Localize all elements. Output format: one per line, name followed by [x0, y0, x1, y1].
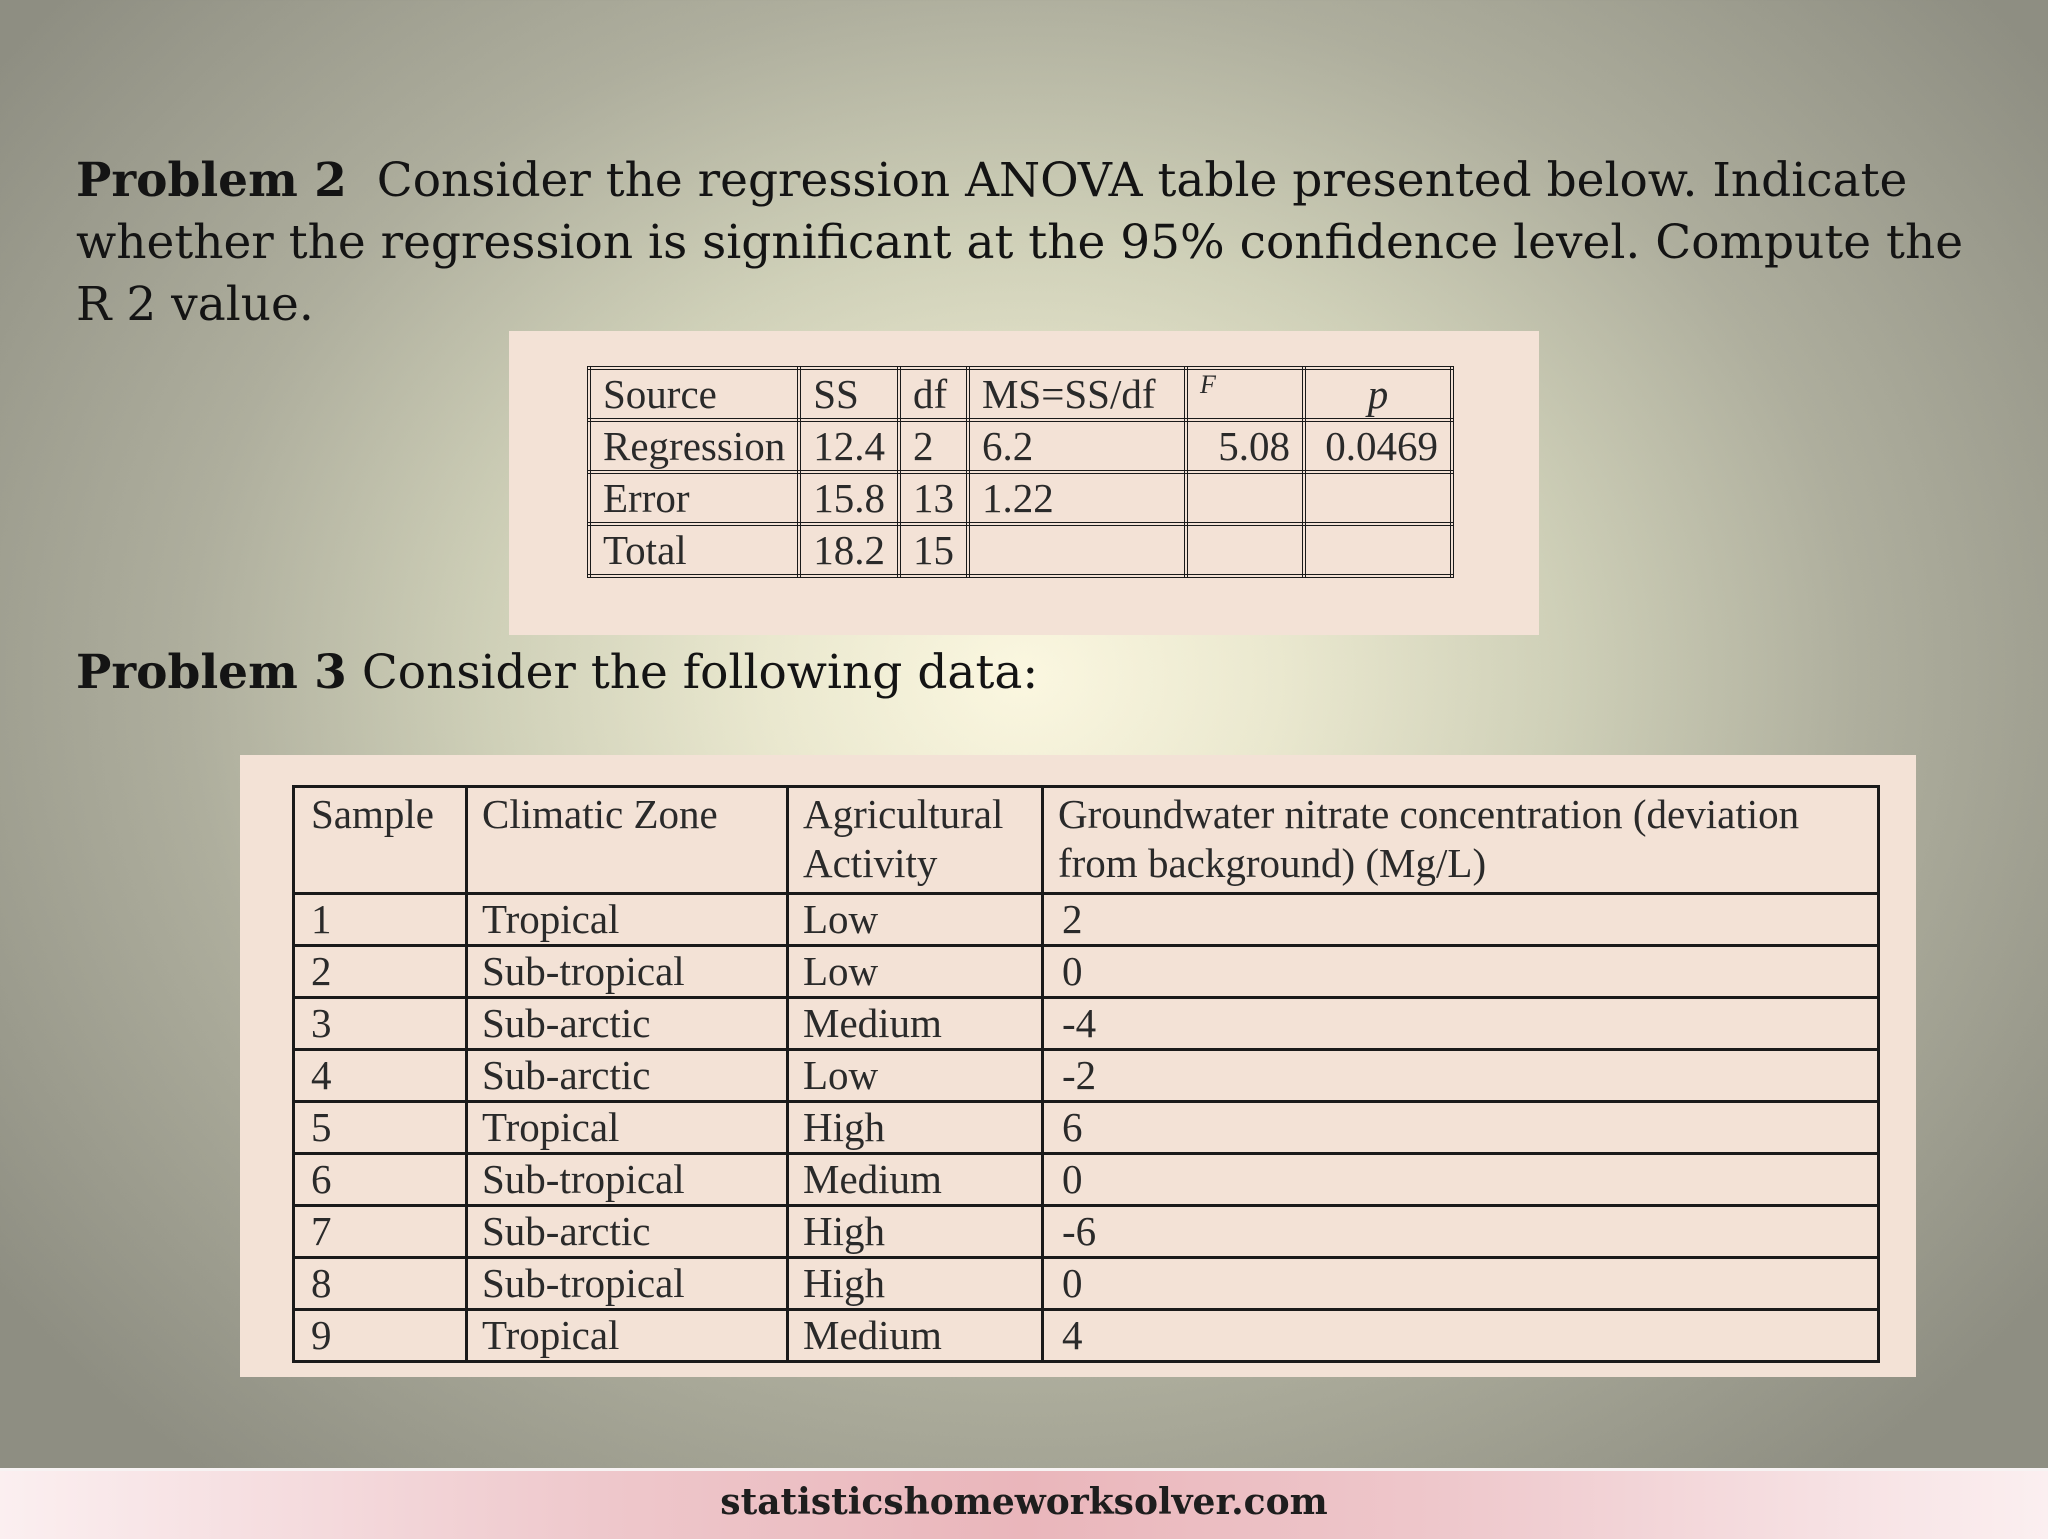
nitrate-cell: 2	[1043, 894, 1879, 946]
nitrate-cell: 0	[1043, 1154, 1879, 1206]
header-agricultural-activity: Agricultural Activity	[788, 787, 1043, 894]
table-row	[294, 1154, 1879, 1206]
data-table	[292, 785, 1880, 1363]
problem-2-text	[76, 150, 1976, 336]
anova-cell: Total	[589, 524, 799, 576]
anova-cell	[968, 524, 1186, 576]
anova-header-source: Source	[589, 368, 799, 420]
zone-cell: Tropical	[467, 1102, 788, 1154]
anova-table	[587, 366, 1454, 578]
activity-cell: Medium	[788, 1154, 1043, 1206]
anova-cell: 12.4	[799, 420, 899, 472]
table-row	[294, 1102, 1879, 1154]
anova-cell: Regression	[589, 420, 799, 472]
anova-cell: 13	[899, 472, 968, 524]
anova-header-row	[589, 368, 1452, 420]
sample-cell: 2	[294, 946, 467, 998]
zone-cell: Tropical	[467, 894, 788, 946]
nitrate-cell: 0	[1043, 1258, 1879, 1310]
anova-cell: 15.8	[799, 472, 899, 524]
zone-cell: Sub-tropical	[467, 1154, 788, 1206]
sample-cell: 5	[294, 1102, 467, 1154]
sample-cell: 4	[294, 1050, 467, 1102]
nitrate-cell: 0	[1043, 946, 1879, 998]
sample-cell: 9	[294, 1310, 467, 1362]
anova-cell	[1304, 472, 1452, 524]
anova-cell: 6.2	[968, 420, 1186, 472]
header-sample: Sample	[294, 787, 467, 894]
table-row	[294, 894, 1879, 946]
sample-cell: 1	[294, 894, 467, 946]
anova-header-ss: SS	[799, 368, 899, 420]
nitrate-cell: -6	[1043, 1206, 1879, 1258]
activity-cell: Low	[788, 894, 1043, 946]
data-header-row	[294, 787, 1879, 894]
zone-cell: Sub-tropical	[467, 1258, 788, 1310]
activity-cell: High	[788, 1102, 1043, 1154]
zone-cell: Sub-arctic	[467, 998, 788, 1050]
nitrate-cell: 6	[1043, 1102, 1879, 1154]
anova-cell	[1186, 524, 1304, 576]
footer-website: statisticshomeworksolver.com	[720, 1481, 1328, 1523]
header-climatic-zone: Climatic Zone	[467, 787, 788, 894]
zone-cell: Sub-tropical	[467, 946, 788, 998]
anova-cell: 2	[899, 420, 968, 472]
table-row	[294, 1050, 1879, 1102]
table-row	[294, 1258, 1879, 1310]
anova-cell: 0.0469	[1304, 420, 1452, 472]
table-row	[294, 998, 1879, 1050]
zone-cell: Tropical	[467, 1310, 788, 1362]
problem-3-body: Consider the following data:	[361, 645, 1039, 700]
anova-cell: 18.2	[799, 524, 899, 576]
anova-cell	[1304, 524, 1452, 576]
anova-cell: 5.08	[1186, 420, 1304, 472]
sample-cell: 8	[294, 1258, 467, 1310]
sample-cell: 6	[294, 1154, 467, 1206]
anova-table-image	[509, 331, 1539, 635]
zone-cell: Sub-arctic	[467, 1206, 788, 1258]
anova-cell	[1186, 472, 1304, 524]
activity-cell: High	[788, 1206, 1043, 1258]
anova-row-regression	[589, 420, 1452, 472]
problem-3-text	[76, 642, 1276, 704]
problem-2-heading: Problem 2	[76, 153, 347, 208]
anova-cell: 1.22	[968, 472, 1186, 524]
anova-row-error	[589, 472, 1452, 524]
nitrate-cell: 4	[1043, 1310, 1879, 1362]
anova-cell: Error	[589, 472, 799, 524]
anova-header-ms: MS=SS/df	[968, 368, 1186, 420]
anova-row-total	[589, 524, 1452, 576]
data-table-image	[240, 755, 1916, 1377]
nitrate-cell: -2	[1043, 1050, 1879, 1102]
anova-header-f: F	[1186, 368, 1304, 420]
activity-cell: Medium	[788, 998, 1043, 1050]
anova-cell: 15	[899, 524, 968, 576]
table-row	[294, 1206, 1879, 1258]
problem-3-heading: Problem 3	[76, 645, 347, 700]
activity-cell: Medium	[788, 1310, 1043, 1362]
activity-cell: Low	[788, 946, 1043, 998]
footer-band	[0, 1468, 2048, 1539]
header-nitrate-concentration: Groundwater nitrate concentration (deviation from background) (Mg/L)	[1043, 787, 1879, 894]
anova-header-p: p	[1304, 368, 1452, 420]
activity-cell: High	[788, 1258, 1043, 1310]
zone-cell: Sub-arctic	[467, 1050, 788, 1102]
table-row	[294, 1310, 1879, 1362]
sample-cell: 7	[294, 1206, 467, 1258]
table-row	[294, 946, 1879, 998]
problem-2-body: Consider the regression ANOVA table presented below. Indicate whether the regression is significant at the 95% confidence level. Compute the R 2 value.	[76, 153, 1964, 332]
anova-header-df: df	[899, 368, 968, 420]
activity-cell: Low	[788, 1050, 1043, 1102]
nitrate-cell: -4	[1043, 998, 1879, 1050]
sample-cell: 3	[294, 998, 467, 1050]
